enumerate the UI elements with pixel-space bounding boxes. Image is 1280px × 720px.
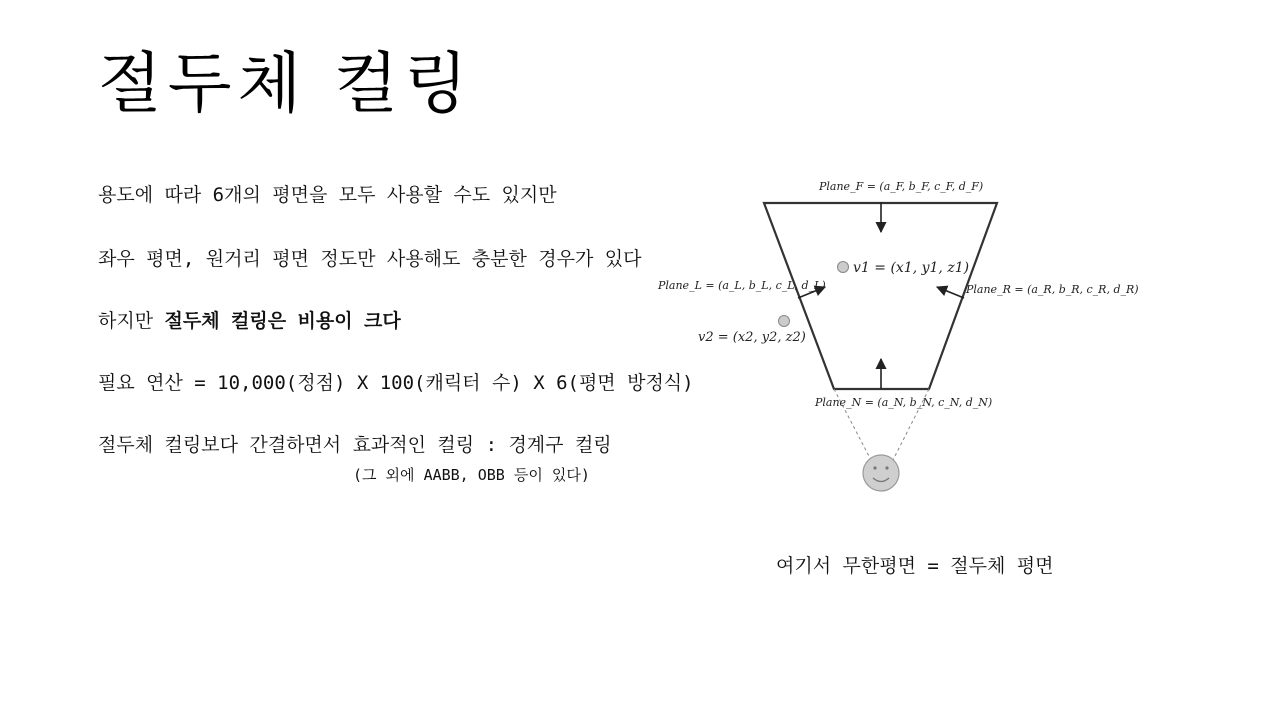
label-plane-near: Plane_N = (a_N, b_N, c_N, d_N)	[815, 396, 993, 409]
text-line-3	[98, 306, 401, 333]
text-line-3-bold: 절두체 컬링은 비용이 크다	[164, 310, 401, 332]
text-line-3-prefix: 하지만	[98, 310, 165, 332]
viewer-smiley-icon	[863, 455, 899, 491]
label-plane-far: Plane_F = (a_F, b_F, c_F, d_F)	[819, 180, 984, 193]
label-plane-right: Plane_R = (a_R, b_R, c_R, d_R)	[966, 283, 1139, 296]
point-v2	[779, 316, 790, 327]
text-note: (그 외에 AABB, OBB 등이 있다)	[353, 466, 590, 484]
text-line-1: 용도에 따라 6개의 평면을 모두 사용할 수도 있지만	[98, 184, 557, 206]
text-line-4: 필요 연산 = 10,000(정점) X 100(캐릭터 수) X 6(평면 방정식)	[98, 372, 694, 394]
text-line-5: 절두체 컬링보다 간결하면서 효과적인 컬링 : 경계구 컬링	[98, 434, 612, 456]
label-plane-left: Plane_L = (a_L, b_L, c_L, d_L)	[658, 279, 826, 292]
point-v1	[838, 262, 849, 273]
text-line-2: 좌우 평면, 원거리 평면 정도만 사용해도 충분한 경우가 있다	[98, 248, 642, 270]
frustum-diagram	[645, 160, 1160, 510]
figure-caption: 여기서 무한평면 = 절두체 평면	[776, 555, 1054, 577]
label-v2: v2 = (x2, y2, z2)	[698, 330, 806, 345]
normal-right	[937, 287, 964, 298]
label-v1: v1 = (x1, y1, z1)	[853, 260, 970, 276]
page-title: 절두체 컬링	[98, 45, 474, 122]
